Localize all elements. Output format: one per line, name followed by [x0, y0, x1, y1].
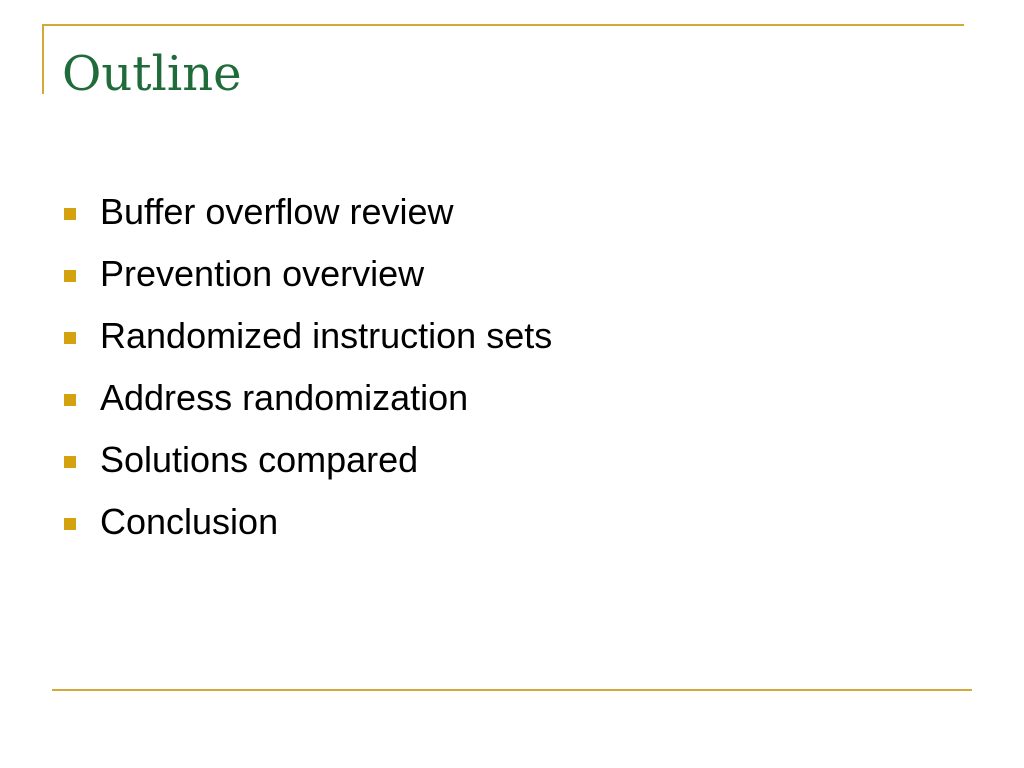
outline-item-solutions-compared	[64, 429, 552, 491]
outline-item-randomized-instruction-sets	[64, 305, 552, 367]
outline-item-address-randomization	[64, 367, 552, 429]
outline-item-label: Prevention overview	[100, 253, 425, 294]
outline-item-label: Buffer overflow review	[100, 191, 454, 232]
square-bullet-icon	[64, 456, 76, 468]
outline-item-conclusion	[64, 491, 552, 553]
outline-item-label: Solutions compared	[100, 439, 419, 480]
slide-title: Outline	[62, 46, 242, 102]
outline-item-label: Conclusion	[100, 501, 279, 542]
square-bullet-icon	[64, 208, 76, 220]
top-accent-line	[42, 24, 964, 26]
outline-item-buffer-overflow-review	[64, 181, 552, 243]
outline-item-prevention-overview	[64, 243, 552, 305]
square-bullet-icon	[64, 394, 76, 406]
left-accent-line	[42, 24, 44, 94]
outline-list	[64, 181, 552, 553]
square-bullet-icon	[64, 332, 76, 344]
bottom-accent-line	[52, 689, 972, 691]
square-bullet-icon	[64, 518, 76, 530]
square-bullet-icon	[64, 270, 76, 282]
outline-item-label: Address randomization	[100, 377, 469, 418]
outline-item-label: Randomized instruction sets	[100, 315, 553, 356]
